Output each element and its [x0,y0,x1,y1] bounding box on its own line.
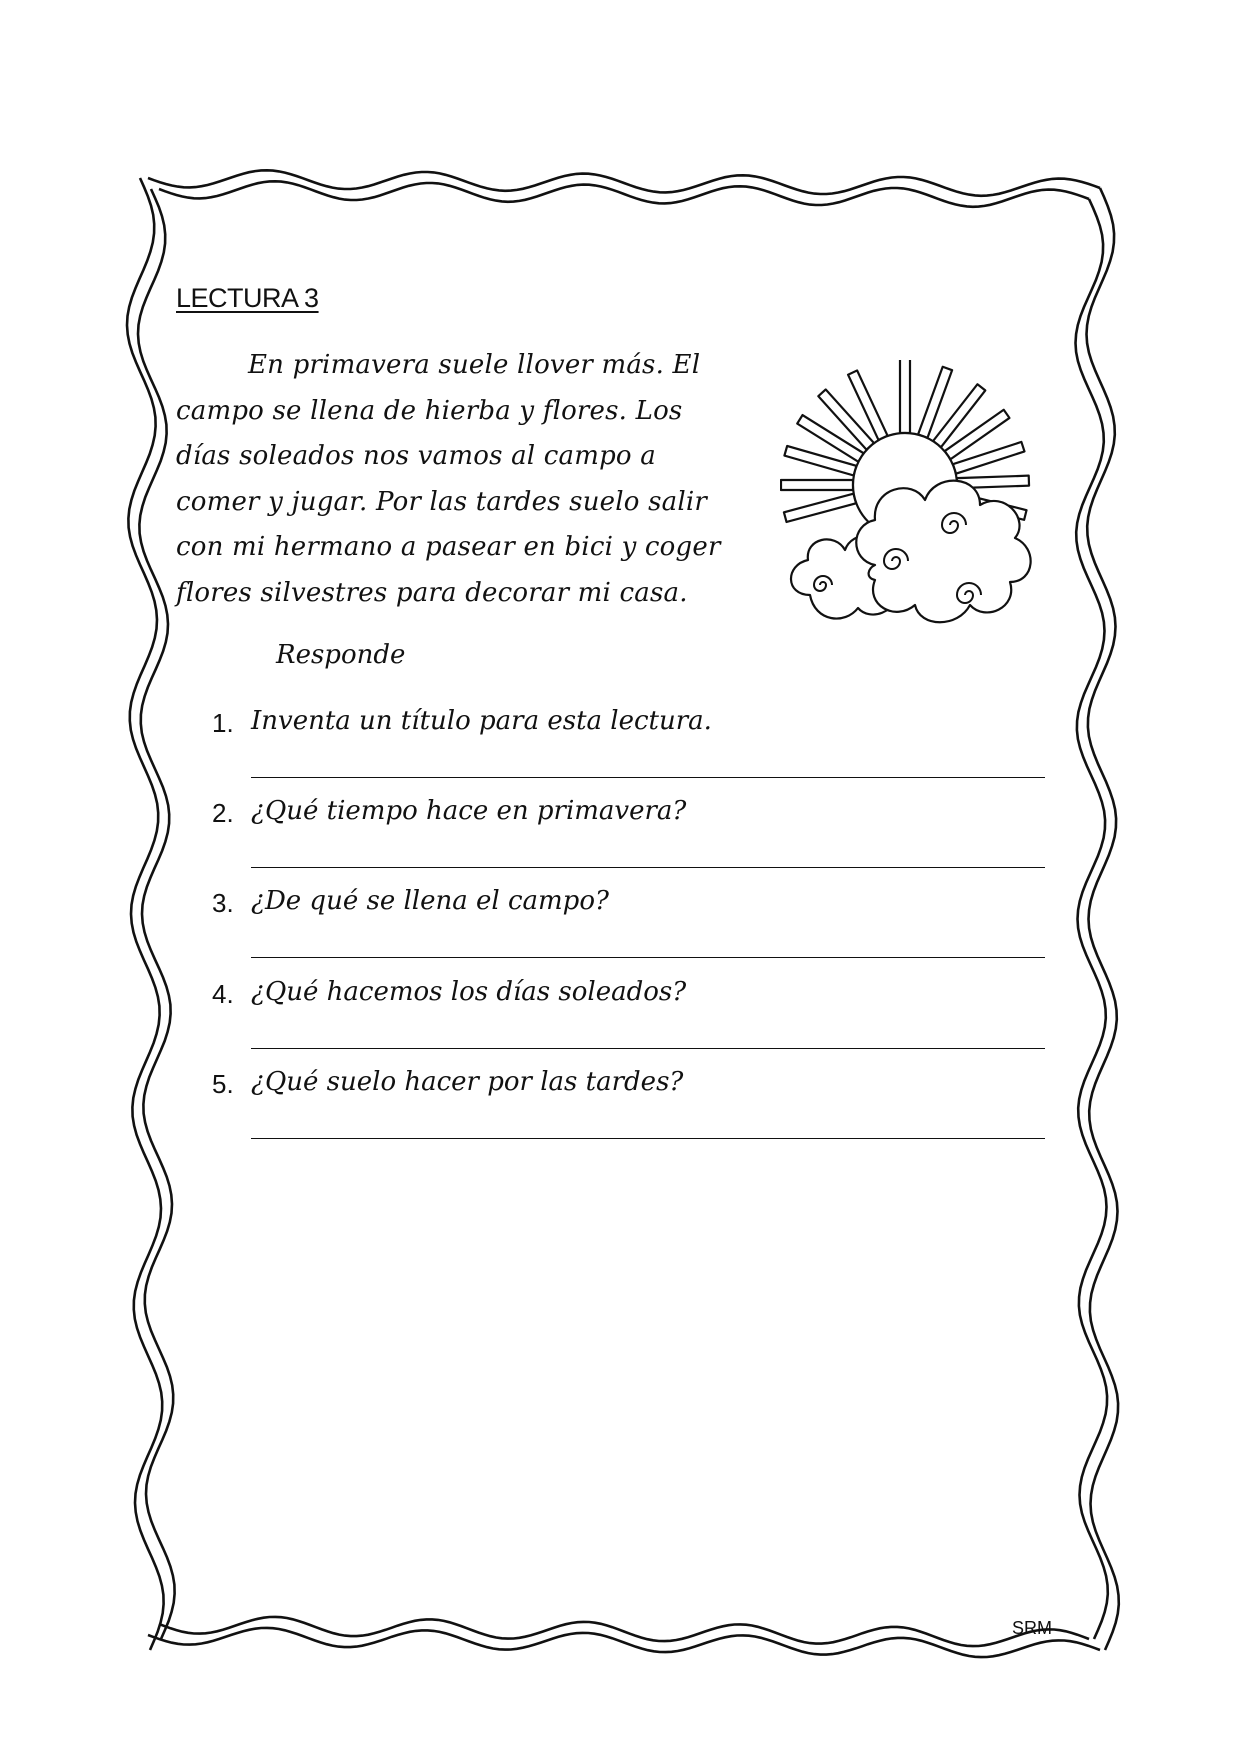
answer-line[interactable] [251,957,1045,958]
sun-behind-clouds-icon [780,360,1040,650]
reading-title: LECTURA 3 [176,283,319,313]
question-number: 1. [212,708,234,738]
answer-line[interactable] [251,1048,1045,1049]
question-text: ¿Qué suelo hacer por las tardes? [251,1067,684,1097]
question-text: Inventa un título para esta lectura. [251,706,712,736]
answer-line[interactable] [251,777,1045,778]
question-text: ¿Qué hacemos los días soleados? [251,977,687,1007]
answer-line[interactable] [251,1138,1045,1139]
question-text: ¿De qué se llena el campo? [251,886,609,916]
question-text: ¿Qué tiempo hace en primavera? [251,796,687,826]
question-number: 2. [212,798,234,828]
respond-label: Responde [276,640,406,670]
reading-passage: En primavera suele llover más. El campo se llena de hierba y flores. Los días soleados nos vamos al campo a comer y jugar. Por las tardes suelo salir con mi hermano a pasear en bici y coger flores silvestres para decorar mi casa. [176,350,721,608]
question-number: 5. [212,1069,234,1099]
answer-line[interactable] [251,867,1045,868]
author-credit: SRM [1012,1618,1052,1638]
question-number: 4. [212,979,234,1009]
question-number: 3. [212,888,234,918]
